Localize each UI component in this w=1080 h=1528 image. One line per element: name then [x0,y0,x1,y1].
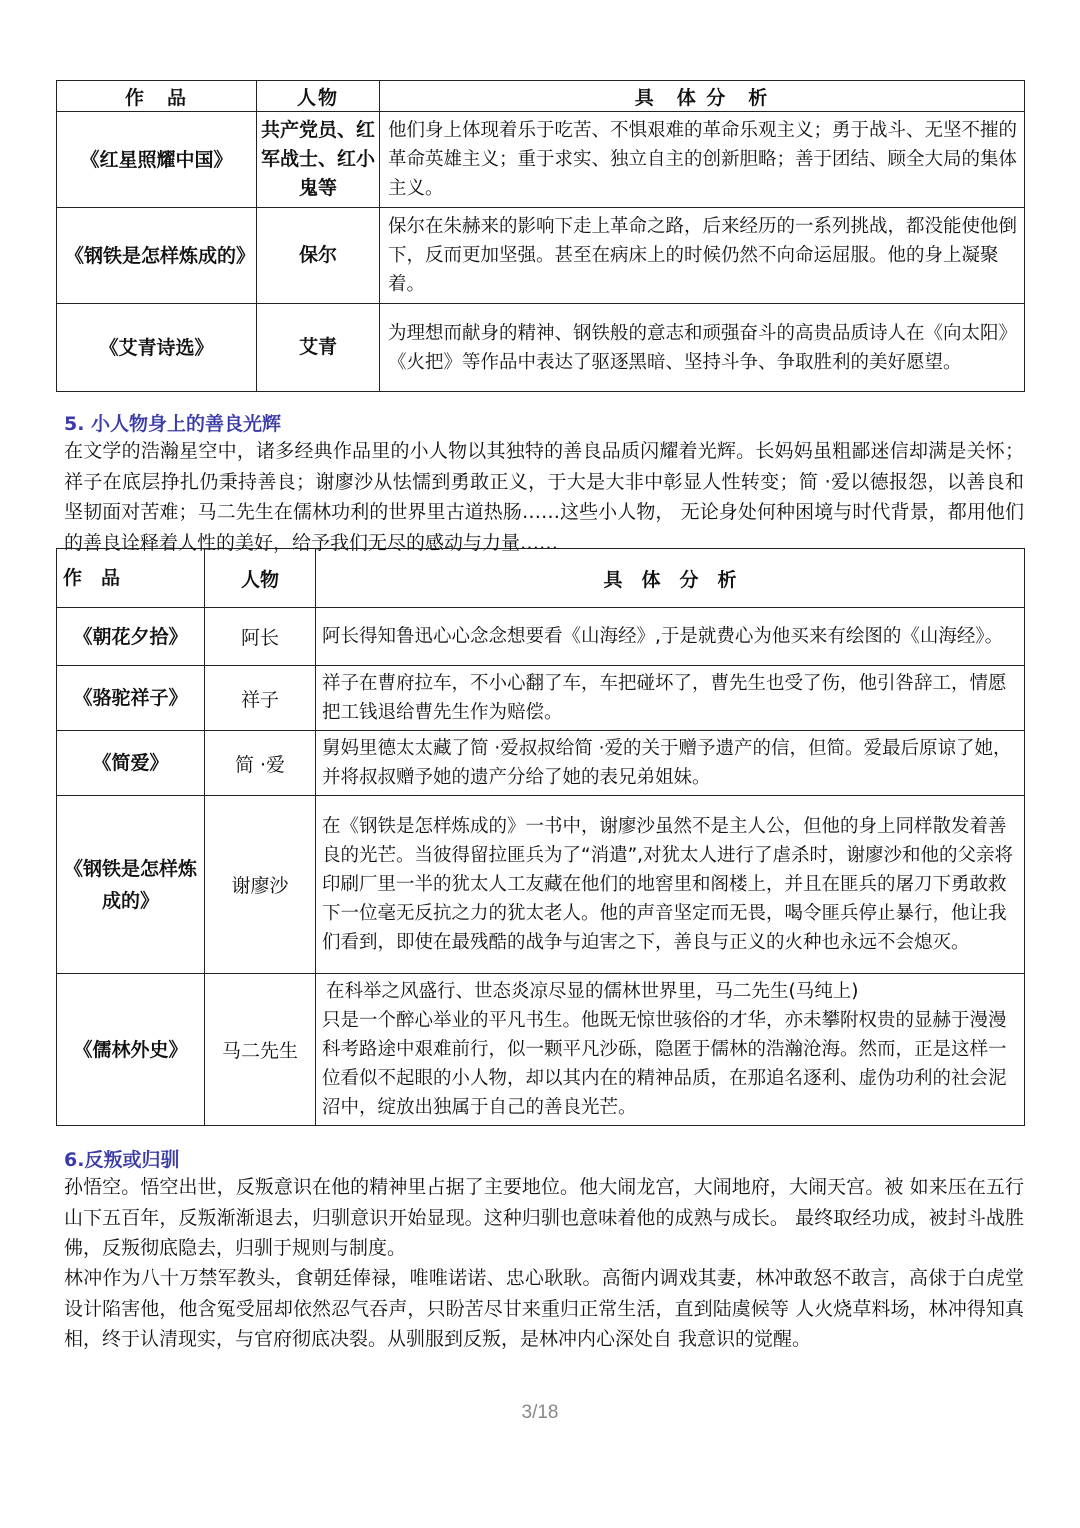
analysis-cell: 阿长得知鲁迅心心念念想要看《山海经》,于是就费心为他买来有绘图的《山海经》。 [316,608,1025,666]
section-6-paragraph-2: 林冲作为八十万禁军教头，食朝廷俸禄，唯唯诺诺、忠心耿耿。高衙内调戏其妻，林冲敢怒不敢言，高俅于白虎堂设计陷害他，他含冤受屈却依然忍气吞声，只盼苦尽甘来重归正常生活，直到陆虞候等 人火烧草料场，林冲得知真相，终于认清现实，与官府彻底决裂。从驯服到反叛，是林冲内心深处自 我意识的觉醒。 [64,1267,1024,1350]
person-cell: 马二先生 [205,974,316,1126]
header-work: 作 品 [57,549,205,608]
header-analysis: 具 体 分 析 [380,81,1025,112]
person-cell: 保尔 [257,208,380,304]
analysis-cell: 他们身上体现着乐于吃苦、不惧艰难的革命乐观主义；勇于战斗、无坚不摧的革命英雄主义；重于求实、独立自主的创新胆略；善于团结、顾全大局的集体主义。 [380,112,1025,208]
person-cell: 祥子 [205,666,316,731]
section-6-paragraph-1: 孙悟空。悟空出世，反叛意识在他的精神里占据了主要地位。他大闹龙宫，大闹地府，大闹天宫。被 如来压在五行山下五百年，反叛渐渐退去，归驯意识开始显现。这种归驯也意味着他的成熟与成长。 最终取经功成，被封斗战胜佛，反叛彻底隐去，归驯于规则与制度。 [64,1176,1024,1259]
header-work: 作 品 [57,81,257,112]
section-5-heading: 5. 小人物身上的善良光辉 [64,413,282,435]
page-number: 3/18 [521,1402,559,1423]
analysis-cell: 为理想而献身的精神、钢铁般的意志和顽强奋斗的高贵品质诗人在《向太阳》《火把》等作品中表达了驱逐黑暗、坚持斗争、争取胜利的美好愿望。 [380,304,1025,392]
table-header-row [57,549,1025,608]
work-cell: 《朝花夕拾》 [57,608,205,666]
work-cell: 《简爱》 [57,731,205,796]
work-cell: 《艾青诗选》 [57,304,257,392]
table-row [57,304,1025,392]
table-row [57,208,1025,304]
table-row [57,731,1025,796]
analysis-line-1: 在科举之风盛行、世态炎凉尽显的儒林世界里，马二先生(马纯上) [326,981,859,1002]
section-5-paragraph: 在文学的浩瀚星空中，诸多经典作品里的小人物以其独特的善良品质闪耀着光辉。长妈妈虽粗鄙迷信却满是关怀；祥子在底层挣扎仍秉持善良；谢廖沙从怯懦到勇敢正义，于大是大非中彰显人性转变；简 ·爱以德报怨，以善良和坚韧面对苦难；马二先生在儒林功利的世界里古道热肠……这些小人物， 无论身处何种困境与时代背景，都用他们的善良诠释着人性的美好，给予我们无尽的感动与力量…… [64,440,1024,554]
person-cell: 阿长 [205,608,316,666]
table-header-row [57,81,1025,112]
work-cell: 《儒林外史》 [57,974,205,1126]
section-6-heading: 6.反叛或归驯 [64,1149,180,1171]
work-cell: 《骆驼祥子》 [57,666,205,731]
analysis-cell: 舅妈里德太太藏了简 ·爱叔叔给简 ·爱的关于赠予遗产的信，但简。爱最后原谅了她，并将叔叔赠予她的遗产分给了她的表兄弟姐妹。 [316,731,1025,796]
person-cell: 共产党员、红军战士、红小鬼等 [257,112,380,208]
table-row [57,974,1025,1126]
table-row [57,796,1025,974]
person-cell: 艾青 [257,304,380,392]
person-cell: 简 ·爱 [205,731,316,796]
analysis-line-2: 只是一个醉心举业的平凡书生。他既无惊世骇俗的才华，亦未攀附权贵的显赫于漫漫科考路途中艰难前行，似一颗平凡沙砾，隐匿于儒林的浩瀚沧海。然而，正是这样一位看似不起眼的小人物，却以其内在的精神品质，在那追名逐利、虚伪功利的社会泥沼中，绽放出独属于自己的善良光芒。 [322,1010,1007,1118]
table-row [57,112,1025,208]
table-2 [56,548,1025,1126]
table-1 [56,80,1025,392]
work-cell: 《钢铁是怎样炼成的》 [57,208,257,304]
header-person: 人物 [257,81,380,112]
work-cell: 《红星照耀中国》 [57,112,257,208]
header-person: 人物 [205,549,316,608]
analysis-cell [316,974,1025,1126]
analysis-cell: 保尔在朱赫来的影响下走上革命之路，后来经历的一系列挑战，都没能使他倒下，反而更加坚强。甚至在病床上的时候仍然不向命运屈服。他的身上凝聚着。 [380,208,1025,304]
analysis-cell: 祥子在曹府拉车，不小心翻了车，车把碰坏了，曹先生也受了伤，他引咎辞工，情愿把工钱退给曹先生作为赔偿。 [316,666,1025,731]
table-row [57,666,1025,731]
person-cell: 谢廖沙 [205,796,316,974]
analysis-cell: 在《钢铁是怎样炼成的》一书中，谢廖沙虽然不是主人公，但他的身上同样散发着善良的光芒。当彼得留拉匪兵为了“消遣”,对犹太人进行了虐杀时，谢廖沙和他的父亲将印刷厂里一半的犹太人工友藏在他们的地窖里和阁楼上，并且在匪兵的屠刀下勇敢救下一位毫无反抗之力的犹太老人。他的声音坚定而无畏，喝令匪兵停止暴行，他让我们看到，即使在最残酷的战争与迫害之下，善良与正义的火种也永远不会熄灭。 [316,796,1025,974]
header-analysis: 具 体 分 析 [316,549,1025,608]
table-row [57,608,1025,666]
work-cell: 《钢铁是怎样炼成的》 [57,796,205,974]
